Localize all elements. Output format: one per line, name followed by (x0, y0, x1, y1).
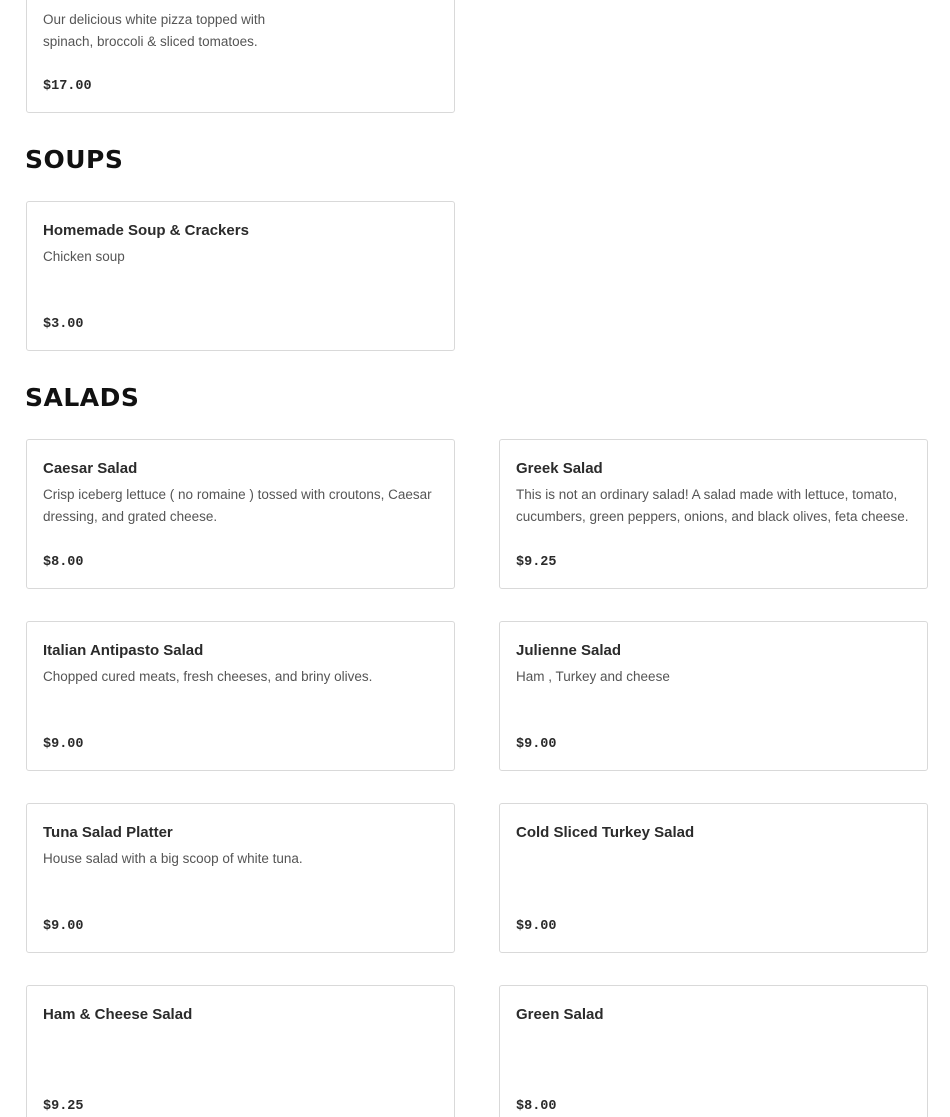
menu-item-description: Chopped cured meats, fresh cheeses, and briny olives. (43, 669, 373, 684)
section-title-salads: SALADS (25, 383, 140, 412)
section-title-soups: SOUPS (25, 145, 124, 174)
menu-item-card-italian-antipasto-salad[interactable] (26, 621, 455, 771)
menu-item-name: Greek Salad (516, 460, 603, 477)
menu-item-name: Julienne Salad (516, 642, 622, 659)
menu-item-price: $8.00 (516, 1099, 557, 1114)
menu-item-price: $9.00 (516, 919, 557, 934)
menu-item-card-cold-sliced-turkey-salad[interactable] (499, 803, 928, 953)
menu-item-price: $9.00 (43, 919, 84, 934)
menu-item-price: $9.25 (43, 1099, 84, 1114)
menu-item-name: Ham & Cheese Salad (43, 1006, 193, 1023)
menu-item-card-greek-salad[interactable] (499, 439, 928, 589)
menu-item-card-ham-cheese-salad[interactable] (26, 985, 455, 1117)
menu-item-price: $9.00 (516, 737, 557, 752)
menu-item-card-caesar-salad[interactable] (26, 439, 455, 589)
menu-item-card-tuna-salad-platter[interactable] (26, 803, 455, 953)
menu-item-description: This is not an ordinary salad! A salad made with lettuce, tomato, cucumbers, green peppers, onions, and black olives, feta cheese. (516, 487, 909, 524)
menu-item-price: $17.00 (43, 79, 92, 94)
menu-item-name: Green Salad (516, 1006, 604, 1023)
menu-item-card-green-salad[interactable] (499, 985, 928, 1117)
menu-item-description: Chicken soup (43, 249, 125, 264)
menu-item-card-homemade-soup[interactable] (26, 201, 455, 351)
menu-item-name: Tuna Salad Platter (43, 824, 173, 841)
menu-item-description: Crisp iceberg lettuce ( no romaine ) tossed with croutons, Caesar dressing, and grated cheese. (43, 487, 432, 524)
menu-item-name: Homemade Soup & Crackers (43, 222, 249, 239)
menu-item-name: Caesar Salad (43, 460, 138, 477)
menu-item-price: $9.00 (43, 737, 84, 752)
menu-item-card-julienne-salad[interactable] (499, 621, 928, 771)
menu-item-description: Our delicious white pizza topped with spinach, broccoli & sliced tomatoes. (43, 12, 266, 49)
menu-item-card-white-pizza[interactable] (26, 0, 455, 113)
menu-item-description: Ham , Turkey and cheese (516, 669, 670, 684)
menu-item-name: Cold Sliced Turkey Salad (516, 824, 695, 841)
menu-item-price: $8.00 (43, 555, 84, 570)
menu-item-price: $9.25 (516, 555, 557, 570)
menu-item-price: $3.00 (43, 317, 84, 332)
menu-item-description: House salad with a big scoop of white tuna. (43, 851, 303, 866)
menu-item-name: Italian Antipasto Salad (43, 642, 204, 659)
